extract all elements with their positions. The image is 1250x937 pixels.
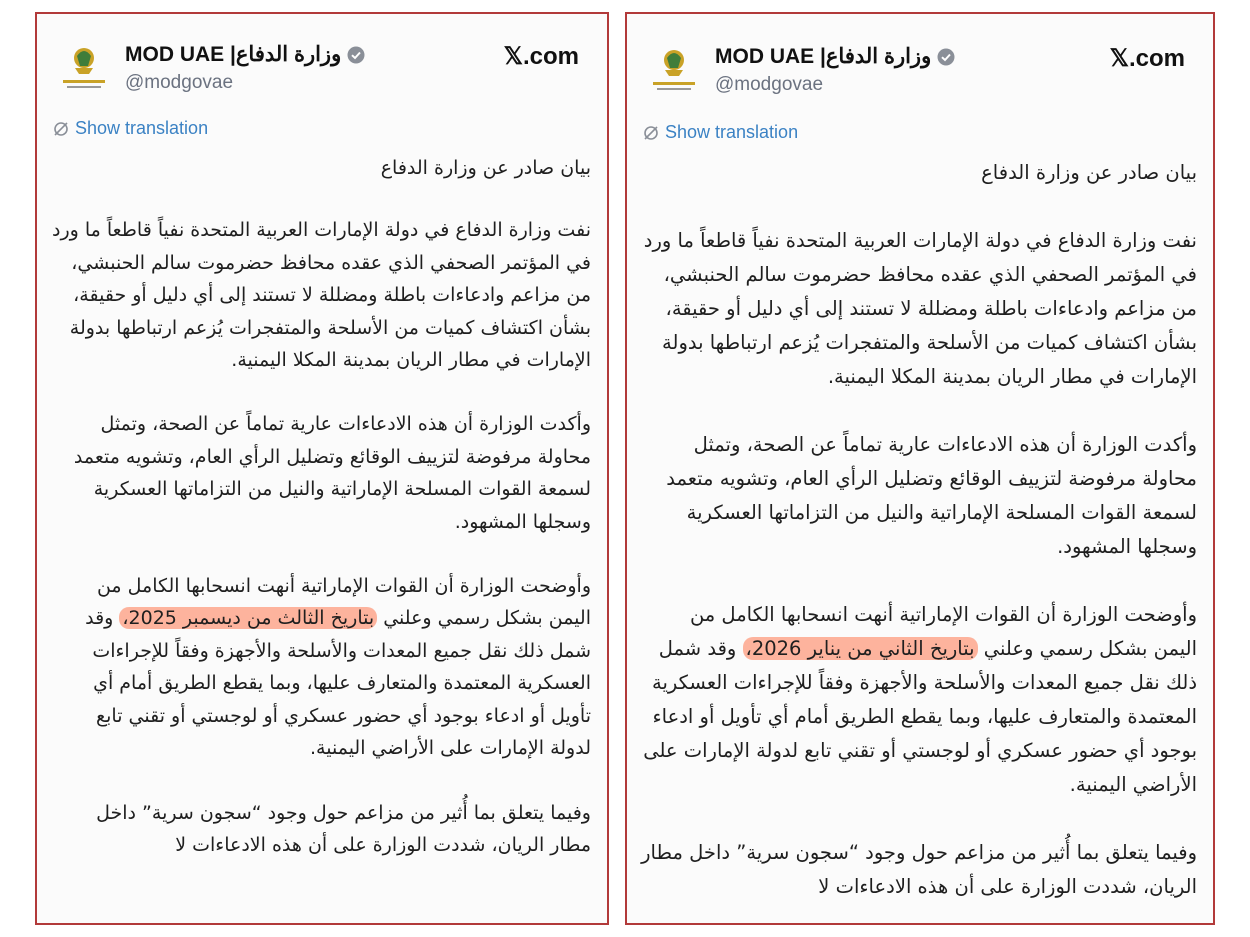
paragraph-3 [641, 598, 1197, 802]
show-translation-link[interactable] [643, 122, 798, 143]
show-translation-label: Show translation [665, 122, 799, 142]
tweet-body [641, 156, 1197, 904]
paragraph-3-end: وقد شمل ذلك نقل جميع المعدات والأسلحة والأجهزة وفقاً للإجراءات العسكرية المعتمدة والمتعارف عليها، وبما يقطع الطريق أمام أي تأويل أو ادعاء بوجود أي حضور عسكري أو لوجستي أو تقني تابع لدولة الإمارات على الأراضي اليمنية. [85, 607, 591, 760]
paragraph-3-end: وقد شمل ذلك نقل جميع المعدات والأسلحة والأجهزة وفقاً للإجراءات العسكرية المعتمدة والمتعارف عليها، وبما يقطع الطريق أمام أي تأويل أو ادعاء بوجود أي حضور عسكري أو لوجستي أو تقني تابع لدولة الإمارات على الأراضي اليمنية. [643, 637, 1197, 796]
paragraph-2: وأكدت الوزارة أن هذه الادعاءات عارية تماماً عن الصحة، وتمثل محاولة مرفوضة لتزييف الوقائع وتضليل الرأي العام، وتشويه متعمد لسمعة القوات المسلحة الإماراتية والنيل من التزاماتها العسكرية وسجلها المشهود. [73, 413, 591, 533]
tweet-screenshot-right [625, 12, 1215, 925]
paragraph-4: وفيما يتعلق بما أُثير من مزاعم حول وجود “سجون سرية” داخل مطار الريان، شددت الوزارة على أن هذه الادعاءات لا [96, 801, 591, 856]
statement-title: بيان صادر عن وزارة الدفاع [981, 161, 1197, 184]
paragraph-1: نفت وزارة الدفاع في دولة الإمارات العربية المتحدة نفياً قاطعاً ما ورد في المؤتمر الصحفي الذي عقده محافظ حضرموت سالم الحنبشي، من مزاعم وادعاءات باطلة ومضللة لا تستند إلى أي دليل أو حقيقة، بشأن اكتشاف كميات من الأسلحة والمتفجرات يُزعم ارتباطها بدولة الإمارات في مطار الريان بمدينة المكلا اليمنية. [51, 219, 591, 372]
paragraph-3-start: وأوضحت الوزارة أن القوات الإماراتية أنهت انسحابها الكامل من اليمن بشكل رسمي وعلني [96, 575, 591, 630]
show-translation-link[interactable] [53, 118, 208, 139]
uae-mod-emblem-icon [55, 44, 113, 100]
statement-title: بيان صادر عن وزارة الدفاع [380, 157, 591, 179]
paragraph-4: وفيما يتعلق بما أُثير من مزاعم حول وجود “سجون سرية” داخل مطار الريان، شددت الوزارة على أن هذه الادعاءات لا [641, 841, 1197, 898]
tweet-header [645, 44, 1195, 114]
paragraph-1: نفت وزارة الدفاع في دولة الإمارات العربية المتحدة نفياً قاطعاً ما ورد في المؤتمر الصحفي الذي عقده محافظ حضرموت سالم الحنبشي، من مزاعم وادعاءات باطلة ومضللة لا تستند إلى أي دليل أو حقيقة، بشأن اكتشاف كميات من الأسلحة والمتفجرات يُزعم ارتباطها بدولة الإمارات في مطار الريان بمدينة المكلا اليمنية. [643, 229, 1197, 388]
verified-badge-icon [347, 46, 365, 64]
account-handle[interactable]: @modgovae [125, 72, 234, 93]
translate-icon [643, 125, 659, 141]
show-translation-label: Show translation [75, 118, 209, 138]
verified-badge-icon [937, 48, 955, 66]
highlighted-date: بتاريخ الثاني من يناير 2026، [743, 637, 978, 660]
tweet-body [51, 152, 591, 861]
site-label: 𝕏.com [1109, 45, 1185, 72]
uae-mod-emblem-icon [645, 46, 703, 102]
tweet-header [55, 42, 589, 112]
display-name[interactable]: MOD UAE |وزارة الدفاع [125, 43, 342, 66]
highlighted-date: بتاريخ الثالث من ديسمبر 2025، [119, 607, 377, 629]
site-label: 𝕏.com [503, 43, 579, 70]
paragraph-3 [51, 570, 591, 764]
translate-icon [53, 121, 69, 137]
paragraph-2: وأكدت الوزارة أن هذه الادعاءات عارية تماماً عن الصحة، وتمثل محاولة مرفوضة لتزييف الوقائع وتضليل الرأي العام، وتشويه متعمد لسمعة القوات المسلحة الإماراتية والنيل من التزاماتها العسكرية وسجلها المشهود. [666, 433, 1197, 558]
tweet-screenshot-left [35, 12, 609, 925]
display-name[interactable]: MOD UAE |وزارة الدفاع [715, 45, 932, 68]
account-handle[interactable]: @modgovae [715, 74, 824, 95]
paragraph-3-start: وأوضحت الوزارة أن القوات الإماراتية أنهت انسحابها الكامل من اليمن بشكل رسمي وعلني [689, 603, 1197, 660]
